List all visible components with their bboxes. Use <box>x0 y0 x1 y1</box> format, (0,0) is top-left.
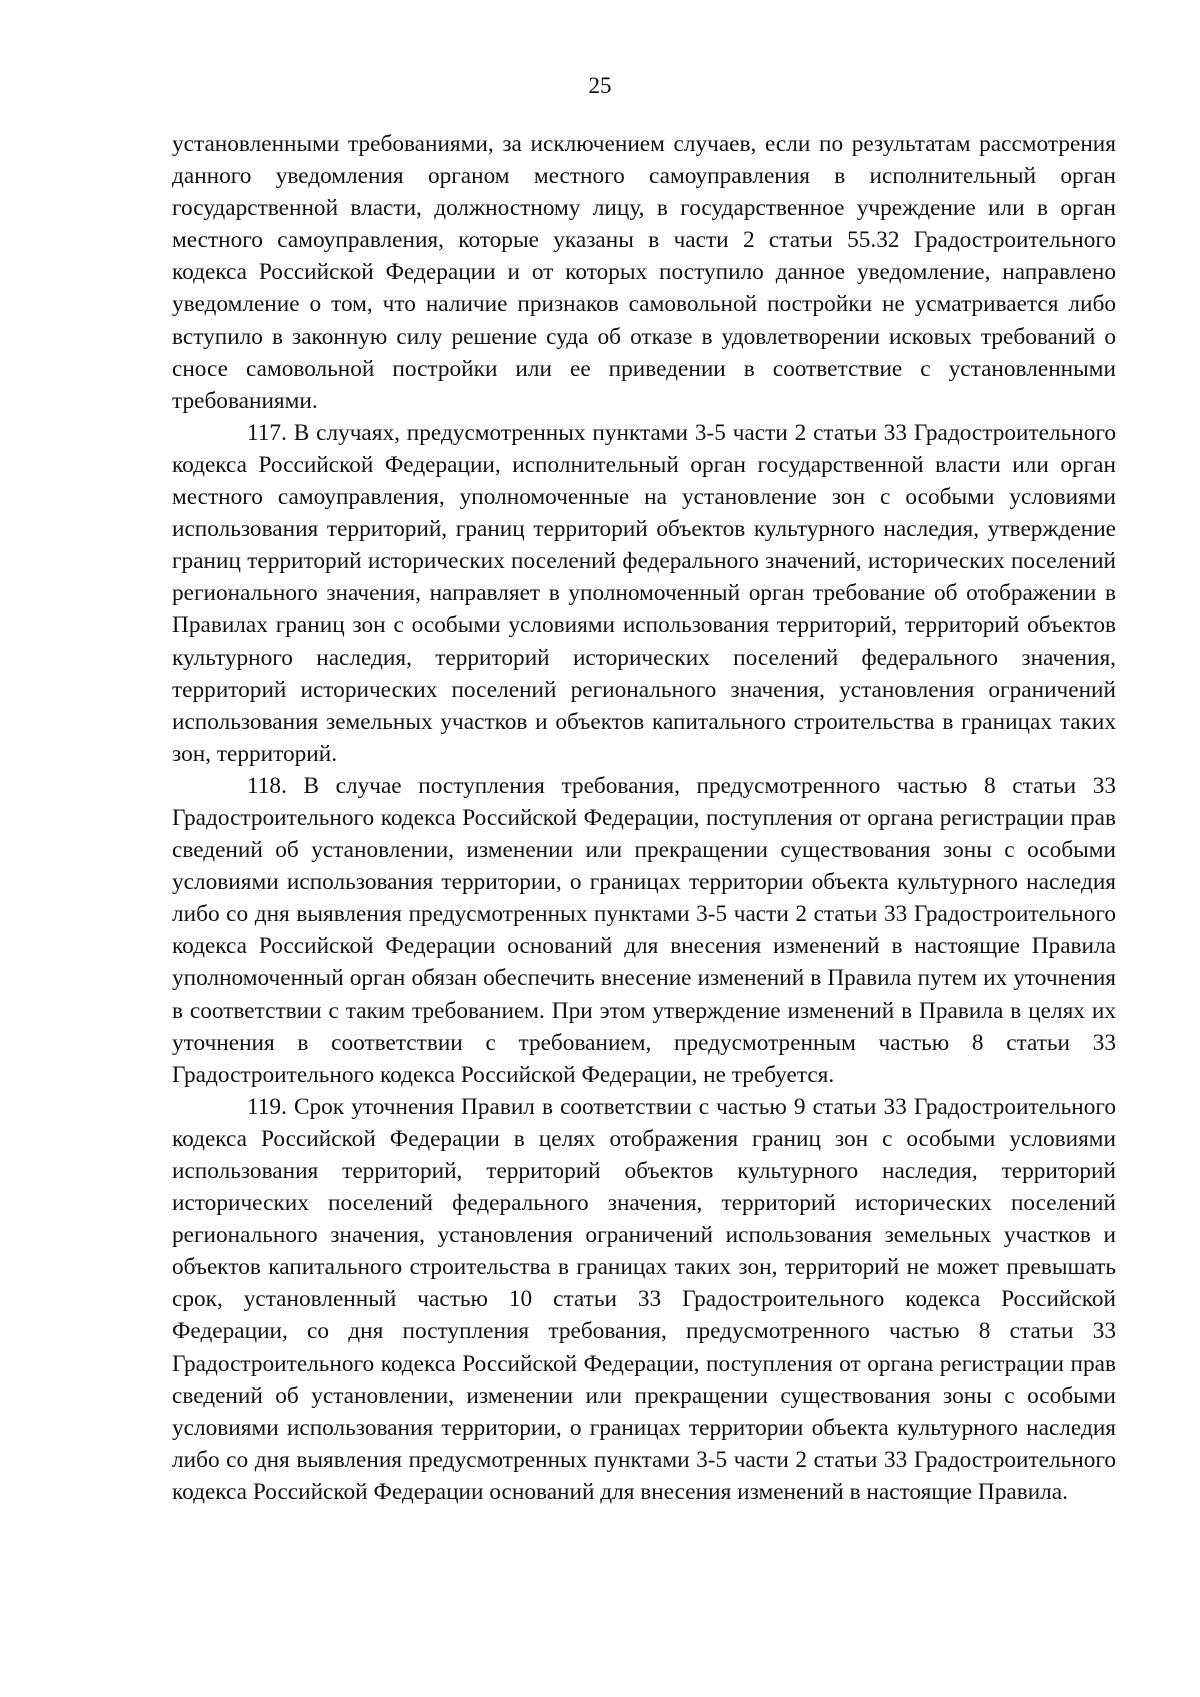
page-number: 25 <box>588 73 612 98</box>
paragraph-continuation: установленными требованиями, за исключением случаев, если по результатам рассмотрения данного уведомления органом местного самоуправления в исполнительный орган государственной власти, должностному лицу, в государственное учреждение или в орган местного самоуправления, которые указаны в части 2 статьи 55.32 Градостроительного кодекса Российской Федерации и от которых поступило данное уведомление, направлено уведомление о том, что наличие признаков самовольной постройки не усматривается либо вступило в законную силу решение суда об отказе в удовлетворении исковых требований о сносе самовольной постройки или ее приведении в соответствие с установленными требованиями. <box>172 131 1116 414</box>
document-body <box>172 128 1116 1508</box>
paragraph-119: 119. Срок уточнения Правил в соответствии с частью 9 статьи 33 Градостроительного кодекса Российской Федерации в целях отображения границ зон с особыми условиями использования территорий, территорий объектов культурного наследия, территорий исторических поселений федерального значения, территорий исторических поселений регионального значения, установления ограничений использования земельных участков и объектов капитального строительства в границах таких зон, территорий не может превышать срок, установленный частью 10 статьи 33 Градостроительного кодекса Российской Федерации, со дня поступления требования, предусмотренного частью 8 статьи 33 Градостроительного кодекса Российской Федерации, поступления от органа регистрации прав сведений об установлении, изменении или прекращении существования зоны с особыми условиями использования территории, о границах территории объекта культурного наследия либо со дня выявления предусмотренных пунктами 3-5 части 2 статьи 33 Градостроительного кодекса Российской Федерации оснований для внесения изменений в настоящие Правила. <box>172 1093 1116 1505</box>
paragraph-117: 117. В случаях, предусмотренных пунктами 3-5 части 2 статьи 33 Градостроительного кодекса Российской Федерации, исполнительный орган государственной власти или орган местного самоуправления, уполномоченные на установление зон с особыми условиями использования территорий, границ территорий объектов культурного наследия, утверждение границ территорий исторических поселений федерального значений, исторических поселений регионального значения, направляет в уполномоченный орган требование об отображении в Правилах границ зон с особыми условиями использования территорий, территорий объектов культурного наследия, территорий исторических поселений федерального значения, территорий исторических поселений регионального значения, установления ограничений использования земельных участков и объектов капитального строительства в границах таких зон, территорий. <box>172 419 1116 767</box>
paragraph-118: 118. В случае поступления требования, предусмотренного частью 8 статьи 33 Градостроительного кодекса Российской Федерации, поступления от органа регистрации прав сведений об установлении, изменении или прекращении существования зоны с особыми условиями использования территории, о границах территории объекта культурного наследия либо со дня выявления предусмотренных пунктами 3-5 части 2 статьи 33 Градостроительного кодекса Российской Федерации оснований для внесения изменений в настоящие Правила уполномоченный орган обязан обеспечить внесение изменений в Правила путем их уточнения в соответствии с таким требованием. При этом утверждение изменений в Правила в целях их уточнения в соответствии с требованием, предусмотренным частью 8 статьи 33 Градостроительного кодекса Российской Федерации, не требуется. <box>172 772 1116 1088</box>
